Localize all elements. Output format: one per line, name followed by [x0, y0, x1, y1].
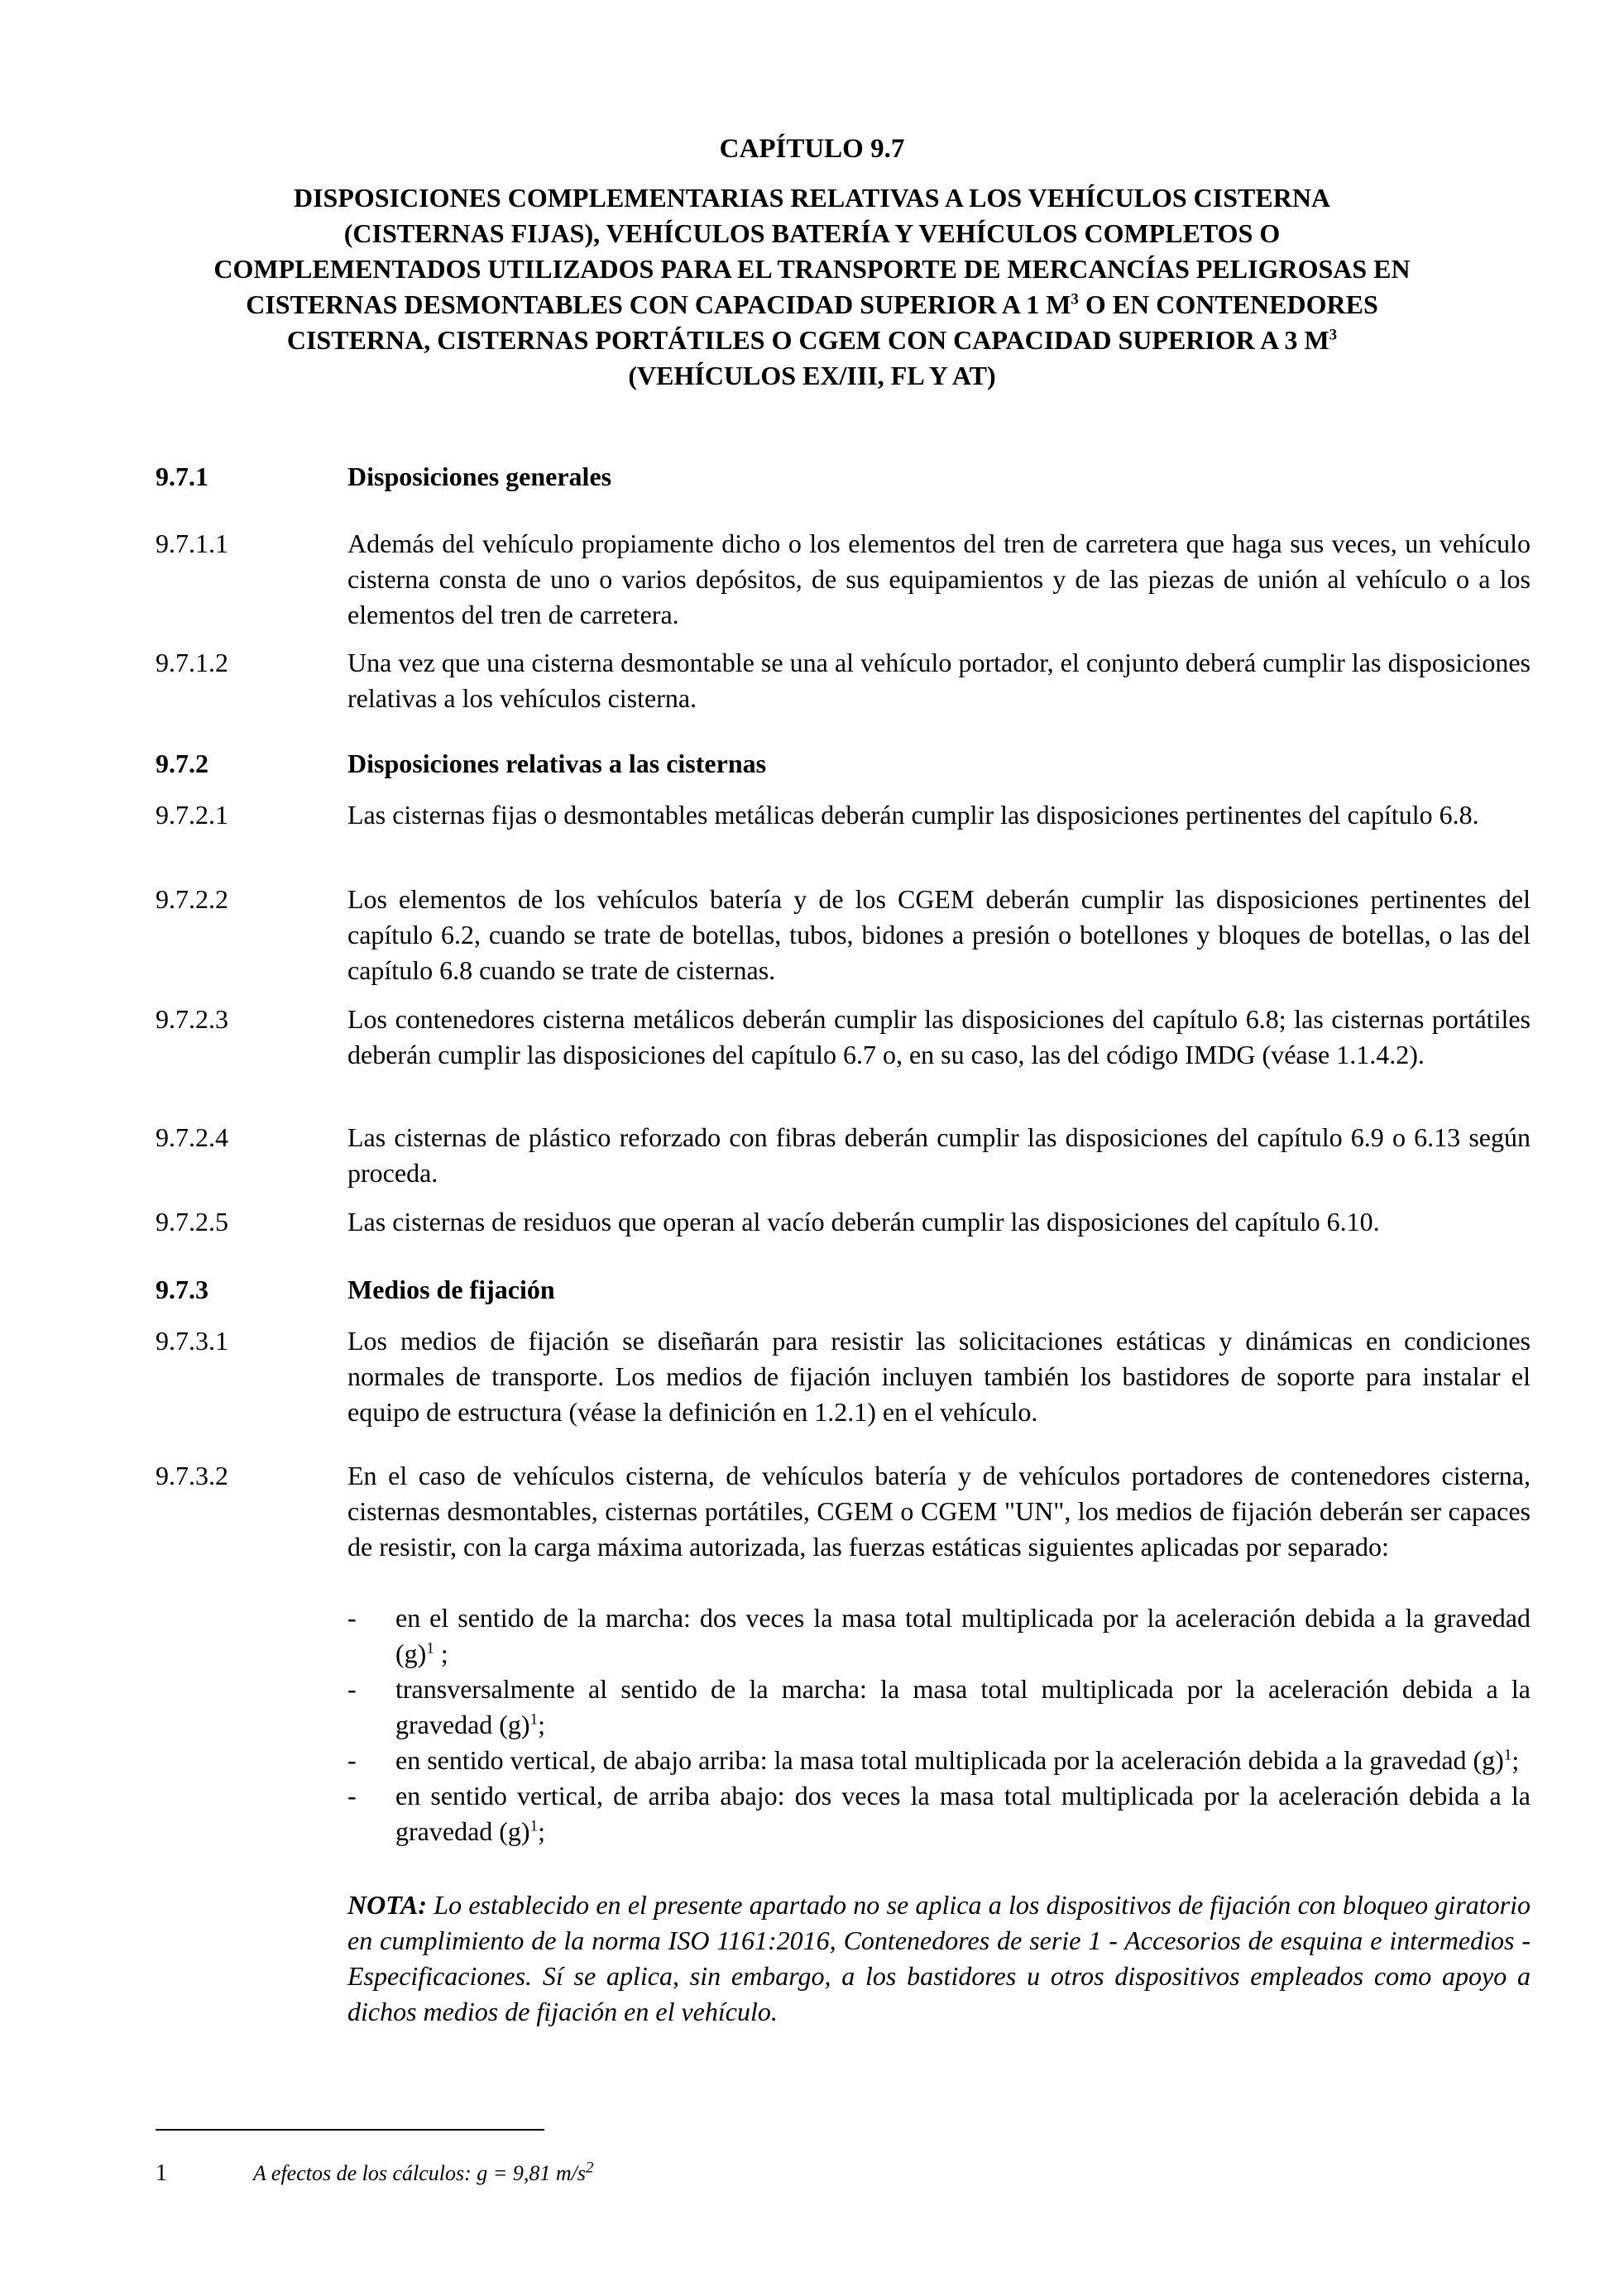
subtitle-line: COMPLEMENTADOS UTILIZADOS PARA EL TRANSPORTE DE MERCANCÍAS PELIGROSAS EN: [213, 254, 1411, 284]
superscript: 2: [585, 2159, 594, 2177]
footnote-reference: 1: [529, 1710, 539, 1729]
paragraph-number: 9.7.2.2: [156, 884, 228, 914]
paragraph-number: 9.7.3.1: [156, 1326, 228, 1356]
paragraph-text: En el caso de vehículos cisterna, de vehículos batería y de vehículos portadores de contenedores cisterna, cisternas desmontables, cisternas portátiles, CGEM o CGEM "UN", los medios de fijación deberán ser capaces de resistir, con la carga máxima autorizada, las fuerzas estáticas siguientes aplicadas por separado:: [347, 1461, 1531, 1562]
footnote-reference: 1: [426, 1639, 434, 1657]
paragraph-number: 9.7.1.1: [156, 529, 228, 558]
list-item-text: en sentido vertical, de abajo arriba: la masa total multiplicada por la aceleración debida a la gravedad (g): [395, 1745, 1504, 1775]
section-heading: Disposiciones relativas a las cisternas: [347, 749, 767, 778]
paragraph-number: 9.7.2.4: [156, 1122, 228, 1152]
paragraph-text: Los elementos de los vehículos batería y de los CGEM deberán cumplir las disposiciones pertinentes del capítulo 6.2, cuando se trate de botellas, tubos, bidones a presión o botellones y bloques de botellas, o las del capítulo 6.8 cuando se trate de cisternas.: [347, 884, 1531, 985]
footnote-body: A efectos de los cálculos: g = 9,81 m/s: [253, 2161, 586, 2185]
section-heading: Disposiciones generales: [347, 462, 612, 491]
paragraph-text: Los medios de fijación se diseñarán para resistir las solicitaciones estáticas y dinámicas en condiciones normales de transporte. Los medios de fijación incluyen también los bastidores de soporte para instalar el equipo de estructura (véase la definición en 1.2.1) en el vehículo.: [347, 1326, 1531, 1427]
section-number: 9.7.2: [156, 749, 208, 778]
bullet-dash: -: [347, 1745, 357, 1775]
list-item: [347, 1778, 1531, 1849]
list-item: [347, 1743, 1531, 1778]
chapter-subtitle: [149, 180, 1475, 394]
force-list: [347, 1600, 1531, 1849]
list-item: [347, 1600, 1531, 1672]
subtitle-line: DISPOSICIONES COMPLEMENTARIAS RELATIVAS A LOS VEHÍCULOS CISTERNA: [293, 183, 1331, 213]
footnote-reference: 1: [1503, 1746, 1512, 1764]
list-item-end: ;: [538, 1816, 545, 1846]
subtitle-line: (CISTERNAS FIJAS), VEHÍCULOS BATERÍA Y VEHÍCULOS COMPLETOS O: [343, 218, 1281, 248]
section-number: 9.7.1: [156, 462, 208, 491]
paragraph-text: Las cisternas de plástico reforzado con fibras deberán cumplir las disposiciones del capítulo 6.9 o 6.13 según proceda.: [347, 1122, 1531, 1188]
note-label: NOTA:: [347, 1890, 427, 1920]
footnote-reference: 1: [529, 1817, 539, 1835]
note: [347, 1887, 1531, 2030]
paragraph-number: 9.7.1.2: [156, 648, 228, 677]
paragraph-number: 9.7.3.2: [156, 1461, 228, 1490]
subtitle-text: CISTERNA, CISTERNAS PORTÁTILES O CGEM CON CAPACIDAD SUPERIOR A 3 M: [286, 325, 1329, 355]
subtitle-line: (VEHÍCULOS EX/III, FL Y AT): [628, 361, 996, 390]
subtitle-line: [149, 287, 1475, 323]
subtitle-text: CISTERNAS DESMONTABLES CON CAPACIDAD SUPERIOR A 1 M: [246, 289, 1071, 319]
list-item-end: ;: [434, 1638, 448, 1668]
list-item: [347, 1672, 1531, 1743]
section-heading: Medios de fijación: [347, 1275, 555, 1304]
list-item-end: ;: [1511, 1745, 1520, 1775]
chapter-title: CAPÍTULO 9.7: [719, 134, 905, 164]
footnote-text: [253, 2159, 593, 2188]
note-text: Lo establecido en el presente apartado no se aplica a los dispositivos de fijación con bloqueo giratorio en cumplimiento de la norma ISO 1161:2016, Contenedores de serie 1 - Accesorios de esquina e intermedios - Especificaciones. Sí se aplica, sin embargo, a los bastidores u otros dispositivos empleados como apoyo a dichos medios de fijación en el vehículo.: [347, 1890, 1531, 2026]
paragraph-text: Una vez que una cisterna desmontable se una al vehículo portador, el conjunto deberá cumplir las disposiciones relativas a los vehículos cisterna.: [347, 648, 1531, 713]
list-item-end: ;: [538, 1710, 545, 1739]
footnote-number: 1: [156, 2160, 167, 2186]
subtitle-line: [149, 323, 1475, 358]
paragraph-text: Además del vehículo propiamente dicho o los elementos del tren de carretera que haga sus veces, un vehículo cisterna consta de uno o varios depósitos, de sus equipamientos y de las piezas de unión al vehículo o a los elementos del tren de carretera.: [347, 529, 1531, 629]
section-number: 9.7.3: [156, 1275, 208, 1304]
bullet-dash: -: [347, 1603, 357, 1633]
list-item-text: en sentido vertical, de arriba abajo: dos veces la masa total multiplicada por la aceleración debida a la gravedad (g): [395, 1781, 1531, 1846]
bullet-dash: -: [347, 1674, 357, 1704]
superscript: 3: [1329, 326, 1338, 344]
paragraph-text: Las cisternas fijas o desmontables metálicas deberán cumplir las disposiciones pertinentes del capítulo 6.8.: [347, 800, 1479, 830]
superscript: 3: [1071, 290, 1079, 309]
footnote-separator: [156, 2129, 544, 2131]
paragraph-text: Las cisternas de residuos que operan al vacío deberán cumplir las disposiciones del capítulo 6.10.: [347, 1207, 1380, 1236]
paragraph-number: 9.7.2.1: [156, 800, 228, 830]
list-item-text: transversalmente al sentido de la marcha: la masa total multiplicada por la aceleración debida a la gravedad (g): [395, 1674, 1531, 1739]
bullet-dash: -: [347, 1781, 357, 1810]
subtitle-text: O EN CONTENEDORES: [1078, 289, 1378, 319]
paragraph-number: 9.7.2.3: [156, 1004, 228, 1034]
paragraph-number: 9.7.2.5: [156, 1207, 228, 1236]
paragraph-text: Los contenedores cisterna metálicos deberán cumplir las disposiciones del capítulo 6.8; las cisternas portátiles deberán cumplir las disposiciones del capítulo 6.7 o, en su caso, las del código IMDG (véase 1.1.4.2).: [347, 1004, 1531, 1069]
list-item-text: en el sentido de la marcha: dos veces la masa total multiplicada por la aceleración debida a la gravedad (g): [395, 1603, 1531, 1668]
